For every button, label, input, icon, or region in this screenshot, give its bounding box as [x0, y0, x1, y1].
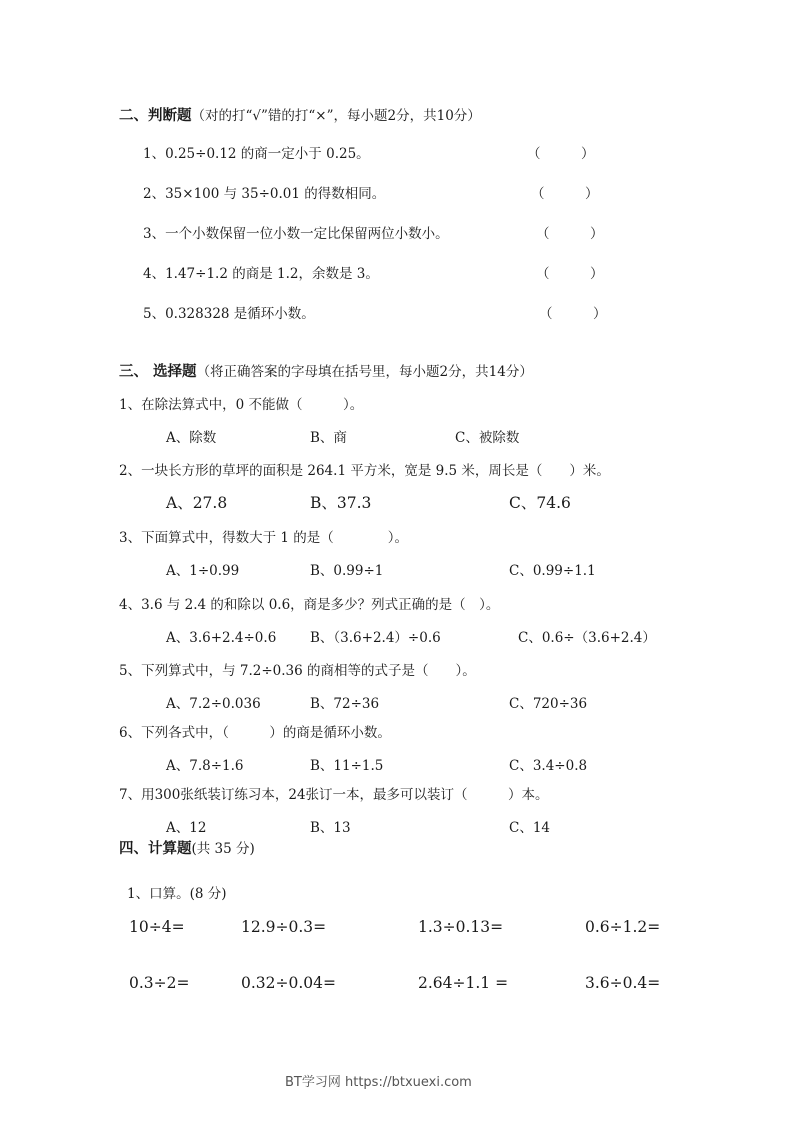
- judge-answer-blank-2[interactable]: （ ）: [531, 186, 599, 202]
- section-4-heading: 四、计算题: [119, 841, 192, 857]
- choice-question-3: 3、下面算式中，得数大于 1 的是（ ）。: [119, 530, 409, 546]
- calc-r2-c1: 0.3÷2=: [129, 974, 190, 992]
- section-2-heading: 二、判断题: [119, 108, 192, 124]
- choice-5-option-b[interactable]: B、72÷36: [310, 696, 380, 712]
- choice-4-option-b[interactable]: B、（3.6+2.4）÷0.6: [310, 630, 441, 646]
- section-4-note: (共 35 分): [191, 841, 255, 857]
- choice-question-7: 7、用300张纸装订练习本，24张订一本，最多可以装订（ ）本。: [119, 787, 549, 803]
- choice-question-5: 5、下列算式中，与 7.2÷0.36 的商相等的式子是（ ）。: [119, 663, 476, 679]
- calc-r1-c3: 1.3÷0.13=: [418, 918, 504, 936]
- choice-4-option-a[interactable]: A、3.6+2.4÷0.6: [166, 630, 277, 646]
- choice-7-option-c[interactable]: C、14: [509, 820, 551, 836]
- choice-3-option-b[interactable]: B、0.99÷1: [310, 563, 384, 579]
- mental-math-label: 1、口算。(8 分): [127, 886, 227, 902]
- judge-item-1: 1、0.25÷0.12 的商一定小于 0.25。: [143, 146, 370, 162]
- calc-r2-c4: 3.6÷0.4=: [585, 974, 661, 992]
- section-2-note: （对的打“√”错的打“×”，每小题2分，共10分）: [191, 108, 481, 124]
- choice-1-option-b[interactable]: B、商: [310, 430, 347, 446]
- choice-question-4: 4、3.6 与 2.4 的和除以 0.6，商是多少？列式正确的是（ ）。: [119, 597, 500, 613]
- choice-3-option-a[interactable]: A、1÷0.99: [166, 563, 240, 579]
- choice-question-6: 6、下列各式中，（ ）的商是循环小数。: [119, 725, 391, 741]
- section-3-title: [119, 360, 533, 381]
- choice-question-2: 2、一块长方形的草坪的面积是 264.1 平方米，宽是 9.5 米，周长是（ ）米。: [119, 463, 610, 479]
- calc-r1-c4: 0.6÷1.2=: [585, 918, 661, 936]
- choice-1-option-c[interactable]: C、被除数: [455, 430, 520, 446]
- judge-answer-blank-4[interactable]: （ ）: [536, 266, 604, 282]
- calc-r2-c3: 2.64÷1.1 =: [418, 974, 509, 992]
- judge-answer-blank-5[interactable]: （ ）: [539, 306, 607, 322]
- choice-3-option-c[interactable]: C、0.99÷1.1: [509, 563, 596, 579]
- judge-answer-blank-3[interactable]: （ ）: [536, 226, 604, 242]
- calc-r1-c1: 10÷4=: [129, 918, 185, 936]
- judge-item-4: 4、1.47÷1.2 的商是 1.2，余数是 3。: [143, 266, 379, 282]
- footer-watermark: BT学习网 https://btxuexi.com: [285, 1075, 472, 1090]
- choice-7-option-b[interactable]: B、13: [310, 820, 351, 836]
- choice-6-option-b[interactable]: B、11÷1.5: [310, 758, 384, 774]
- section-4-title: [119, 837, 255, 858]
- choice-4-option-c[interactable]: C、0.6÷（3.6+2.4）: [518, 630, 656, 646]
- choice-6-option-c[interactable]: C、3.4÷0.8: [509, 758, 588, 774]
- choice-2-option-b[interactable]: B、37.3: [310, 494, 372, 512]
- choice-7-option-a[interactable]: A、12: [166, 820, 207, 836]
- judge-item-3: 3、一个小数保留一位小数一定比保留两位小数小。: [143, 226, 449, 242]
- section-3-heading: 三、 选择题: [119, 364, 197, 380]
- choice-1-option-a[interactable]: A、除数: [166, 430, 217, 446]
- judge-item-2: 2、35×100 与 35÷0.01 的得数相同。: [143, 186, 386, 202]
- judge-item-5: 5、0.328328 是循环小数。: [143, 306, 315, 322]
- judge-answer-blank-1[interactable]: （ ）: [527, 146, 595, 162]
- choice-question-1: 1、在除法算式中，0 不能做（ ）。: [119, 397, 364, 413]
- calc-r2-c2: 0.32÷0.04=: [241, 974, 336, 992]
- section-2-title: [119, 104, 481, 125]
- choice-5-option-a[interactable]: A、7.2÷0.036: [166, 696, 261, 712]
- calc-r1-c2: 12.9÷0.3=: [241, 918, 327, 936]
- choice-2-option-a[interactable]: A、27.8: [166, 494, 228, 512]
- section-3-note: （将正确答案的字母填在括号里，每小题2分，共14分）: [196, 364, 533, 380]
- choice-2-option-c[interactable]: C、74.6: [509, 494, 571, 512]
- choice-5-option-c[interactable]: C、720÷36: [509, 696, 588, 712]
- choice-6-option-a[interactable]: A、7.8÷1.6: [166, 758, 244, 774]
